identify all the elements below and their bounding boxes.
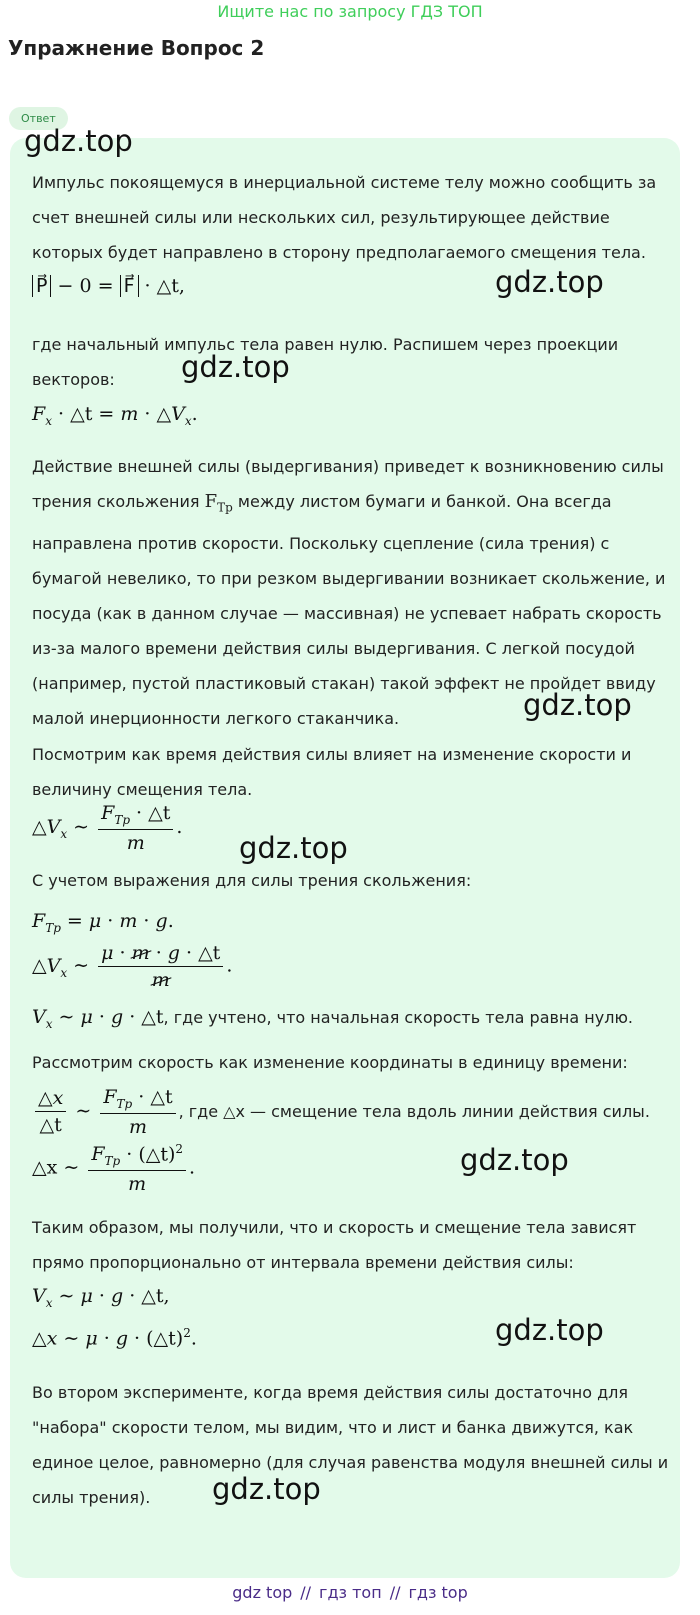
paragraph: где начальный импульс тела равен нулю. Распишем через проекции векторов:	[32, 335, 619, 389]
formula-projection: $F_x$ · △t = $m \cdot \triangle V_x$.	[32, 403, 198, 428]
footer-link[interactable]: гдз топ	[319, 1583, 382, 1602]
top-banner[interactable]: Ищите нас по запросу ГДЗ ТОП	[217, 2, 483, 21]
paragraph: С учетом выражения для силы трения скольжения:	[32, 871, 472, 890]
formula-comment: , где учтено, что начальная скорость тела равна нулю.	[163, 1008, 633, 1027]
footer-link[interactable]: гдз top	[408, 1583, 468, 1602]
paragraph: Таким образом, мы получили, что и скорость и смещение тела зависят прямо пропорционально от интервала времени действия силы:	[32, 1218, 637, 1272]
watermark: gdz.top	[212, 1472, 321, 1506]
watermark: gdz.top	[460, 1143, 569, 1177]
formula-velocity: $V_x$ ∼ μ · g · △t, где учтено, что начальная скорость тела равна нулю.	[32, 1006, 633, 1031]
paragraph	[32, 449, 672, 736]
formula-friction: $F_{Тр} = \mu \cdot m \cdot g$.	[32, 910, 174, 935]
footer-link[interactable]: gdz top	[232, 1583, 293, 1602]
watermark: gdz.top	[495, 265, 604, 299]
watermark: gdz.top	[181, 350, 290, 384]
paragraph-part: Действие внешней силы (выдергивания) приведет к возникновению силы трения скольжения	[32, 457, 664, 511]
watermark: gdz.top	[523, 688, 632, 722]
footer-separator: //	[300, 1583, 312, 1602]
formula-velocity-change: $\triangle V_x$ ∼ $\frac{F_{Тр} \cdot \triangle t}{m}$ .	[32, 802, 183, 854]
formula-coordinate: $\frac{\triangle x}{\triangle t}$ ∼ $\frac{F_{Тр} \cdot \triangle t}{m}$ , где △x — смещение тела вдоль линии действия силы.	[32, 1086, 650, 1138]
paragraph: Во втором эксперименте, когда время действия силы достаточно для "набора" скорости телом, мы видим, что и лист и банка движутся, как единое целое, равномерно (для случая равенства модуля внешней силы и силы трения).	[32, 1383, 669, 1507]
formula-displacement-final: △x ∼ μ · g · (△t)$^2$.	[32, 1326, 197, 1350]
formula-comment: , где △x — смещение тела вдоль линии действия силы.	[178, 1101, 650, 1121]
page-title: Упражнение Вопрос 2	[8, 36, 265, 60]
watermark: gdz.top	[24, 124, 133, 158]
watermark: gdz.top	[239, 831, 348, 865]
formula-velocity-final: $V_x$ ∼ μ · g · △t,	[32, 1285, 170, 1310]
formula-displacement: △x ∼ $\frac{F_{Тр} \cdot (\triangle t)^2}{m}$ .	[32, 1142, 196, 1196]
paragraph: Рассмотрим скорость как изменение координаты в единицу времени:	[32, 1053, 628, 1072]
footer-links	[0, 1583, 700, 1602]
formula-momentum: P⃗ − 0 = F⃗ · △t,	[32, 275, 185, 297]
paragraph: Посмотрим как время действия силы влияет на изменение скорости и величину смещения тела.	[32, 745, 632, 799]
paragraph: Импульс покоящемуся в инерциальной системе телу можно сообщить за счет внешней силы или нескольких сил, результирующее действие которых будет направлено в сторону предполагаемого смещения тела.	[32, 173, 657, 262]
watermark: gdz.top	[495, 1313, 604, 1347]
footer-separator: //	[389, 1583, 401, 1602]
inline-formula-friction: $F_{Тр}$	[204, 491, 233, 515]
paragraph-part: между листом бумаги и банкой. Она всегда направлена против скорости. Поскольку сцепление (сила трения) с бумагой невелико, то при резком выдергивании возникает скольжение, и посуда (как в данном случае — массивная) не успевает набрать скорость из-за малого времени действия силы выдергивания. С легкой посудой (например, пустой пластиковый стакан) такой эффект не пройдет ввиду малой инерционности легкого стаканчика.	[32, 492, 666, 728]
answer-badge: Ответ	[9, 107, 68, 130]
formula-velocity-cancel: $\triangle V_x$ ∼ $\frac{\mu \cdot m \cdot g \cdot \triangle t}{m}$ .	[32, 942, 233, 991]
